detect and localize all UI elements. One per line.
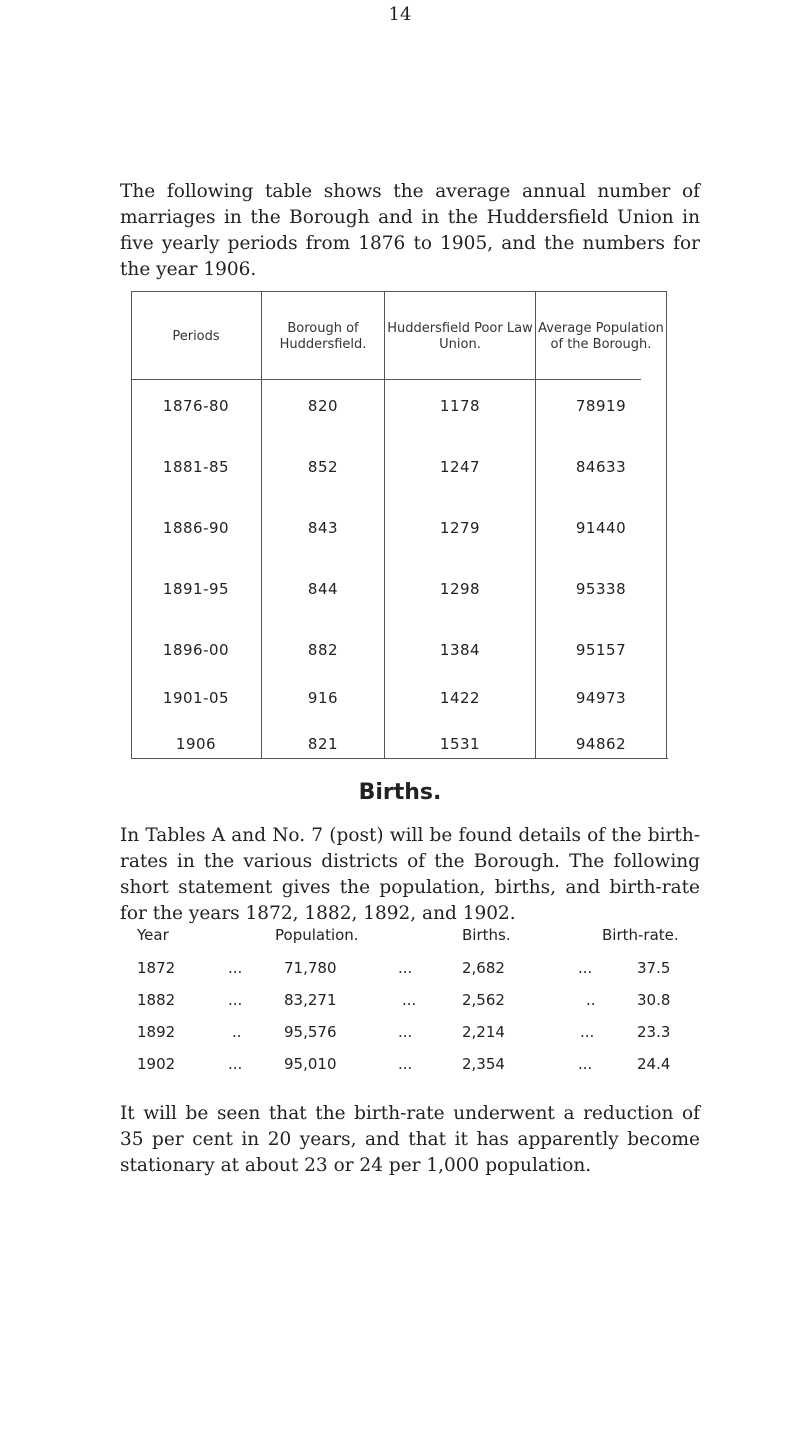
borough-cell: 916 <box>307 689 339 707</box>
borough-cell: 843 <box>307 519 339 537</box>
year-cell: 1882 <box>137 991 176 1009</box>
table-row <box>120 1055 710 1081</box>
birth-rate-cell: 37.5 <box>637 959 671 977</box>
births-cell: 2,214 <box>462 1023 505 1041</box>
births-cell: 2,354 <box>462 1055 505 1073</box>
table-row <box>120 959 710 985</box>
births-table <box>120 926 710 1071</box>
union-cell: 1298 <box>439 580 481 598</box>
population-cell: 78919 <box>575 397 627 415</box>
union-cell: 1384 <box>439 641 481 659</box>
header-birth-rate: Birth-rate. <box>602 926 679 944</box>
table-row <box>120 1023 710 1049</box>
header-periods: Periods <box>172 329 220 344</box>
year-cell: 1872 <box>137 959 176 977</box>
header-year: Year <box>137 926 169 944</box>
header-population: Population. <box>275 926 359 944</box>
year-cell: 1892 <box>137 1023 176 1041</box>
births-cell: 2,562 <box>462 991 505 1009</box>
union-cell: 1531 <box>439 735 481 753</box>
population-cell: 95157 <box>575 641 627 659</box>
union-cell: 1422 <box>439 689 481 707</box>
leader-dots: ... <box>578 959 593 977</box>
header-births: Births. <box>462 926 511 944</box>
borough-cell: 820 <box>307 397 339 415</box>
header-rule <box>131 379 641 380</box>
period-cell: 1891-95 <box>162 580 230 598</box>
population-cell: 94862 <box>575 735 627 753</box>
birth-rate-cell: 30.8 <box>637 991 671 1009</box>
births-intro-paragraph: In Tables A and No. 7 (post) will be found details of the birth-rates in the various districts of the Borough. The following short statement gives the population, births, and birth-rate for the years 1872, 1882, 1892, and 1902. <box>120 825 700 924</box>
leader-dots: ... <box>398 1055 413 1073</box>
population-cell: 95338 <box>575 580 627 598</box>
table-top-rule <box>131 291 666 292</box>
leader-dots: ... <box>228 959 243 977</box>
births-heading: Births. <box>358 780 442 805</box>
births-header-row <box>120 926 710 952</box>
period-cell: 1901-05 <box>162 689 230 707</box>
leader-dots: .. <box>586 991 596 1009</box>
population-cell: 83,271 <box>284 991 337 1009</box>
population-cell: 94973 <box>575 689 627 707</box>
table-row <box>131 689 668 713</box>
population-cell: 95,576 <box>284 1023 337 1041</box>
population-cell: 84633 <box>575 458 627 476</box>
year-cell: 1902 <box>137 1055 176 1073</box>
period-cell: 1896-00 <box>162 641 230 659</box>
table-row <box>131 458 668 482</box>
population-cell: 71,780 <box>284 959 337 977</box>
period-cell: 1881-85 <box>162 458 230 476</box>
period-cell: 1886-90 <box>162 519 230 537</box>
borough-cell: 852 <box>307 458 339 476</box>
period-cell: 1876-80 <box>162 397 230 415</box>
table-row <box>131 735 668 759</box>
header-population: Average Population of the Borough. <box>538 321 664 352</box>
table-row <box>120 991 710 1017</box>
header-union: Huddersfield Poor Law Union. <box>387 321 533 352</box>
borough-cell: 882 <box>307 641 339 659</box>
leader-dots: ... <box>402 991 417 1009</box>
borough-cell: 844 <box>307 580 339 598</box>
marriages-table <box>131 291 668 761</box>
leader-dots: ... <box>580 1023 595 1041</box>
leader-dots: ... <box>398 959 413 977</box>
population-cell: 95,010 <box>284 1055 337 1073</box>
union-cell: 1279 <box>439 519 481 537</box>
table-row <box>131 580 668 604</box>
leader-dots: ... <box>578 1055 593 1073</box>
header-borough: Borough of Huddersfield. <box>279 321 367 352</box>
union-cell: 1178 <box>439 397 481 415</box>
leader-dots: ... <box>228 991 243 1009</box>
period-cell: 1906 <box>175 735 217 753</box>
leader-dots: ... <box>228 1055 243 1073</box>
borough-cell: 821 <box>307 735 339 753</box>
page-number: 14 <box>388 4 412 25</box>
union-cell: 1247 <box>439 458 481 476</box>
births-cell: 2,682 <box>462 959 505 977</box>
leader-dots: .. <box>232 1023 242 1041</box>
table-row <box>131 397 668 421</box>
leader-dots: ... <box>398 1023 413 1041</box>
intro-paragraph: The following table shows the average annual number of marriages in the Borough and in the Huddersfield Union in five yearly periods from 1876 to 1905, and the numbers for the year 1906. <box>120 181 700 280</box>
conclusion-paragraph: It will be seen that the birth-rate underwent a reduction of 35 per cent in 20 years, and that it has apparently become stationary at about 23 or 24 per 1,000 population. <box>120 1103 700 1176</box>
population-cell: 91440 <box>575 519 627 537</box>
birth-rate-cell: 24.4 <box>637 1055 671 1073</box>
table-row <box>131 641 668 665</box>
table-row <box>131 519 668 543</box>
birth-rate-cell: 23.3 <box>637 1023 671 1041</box>
